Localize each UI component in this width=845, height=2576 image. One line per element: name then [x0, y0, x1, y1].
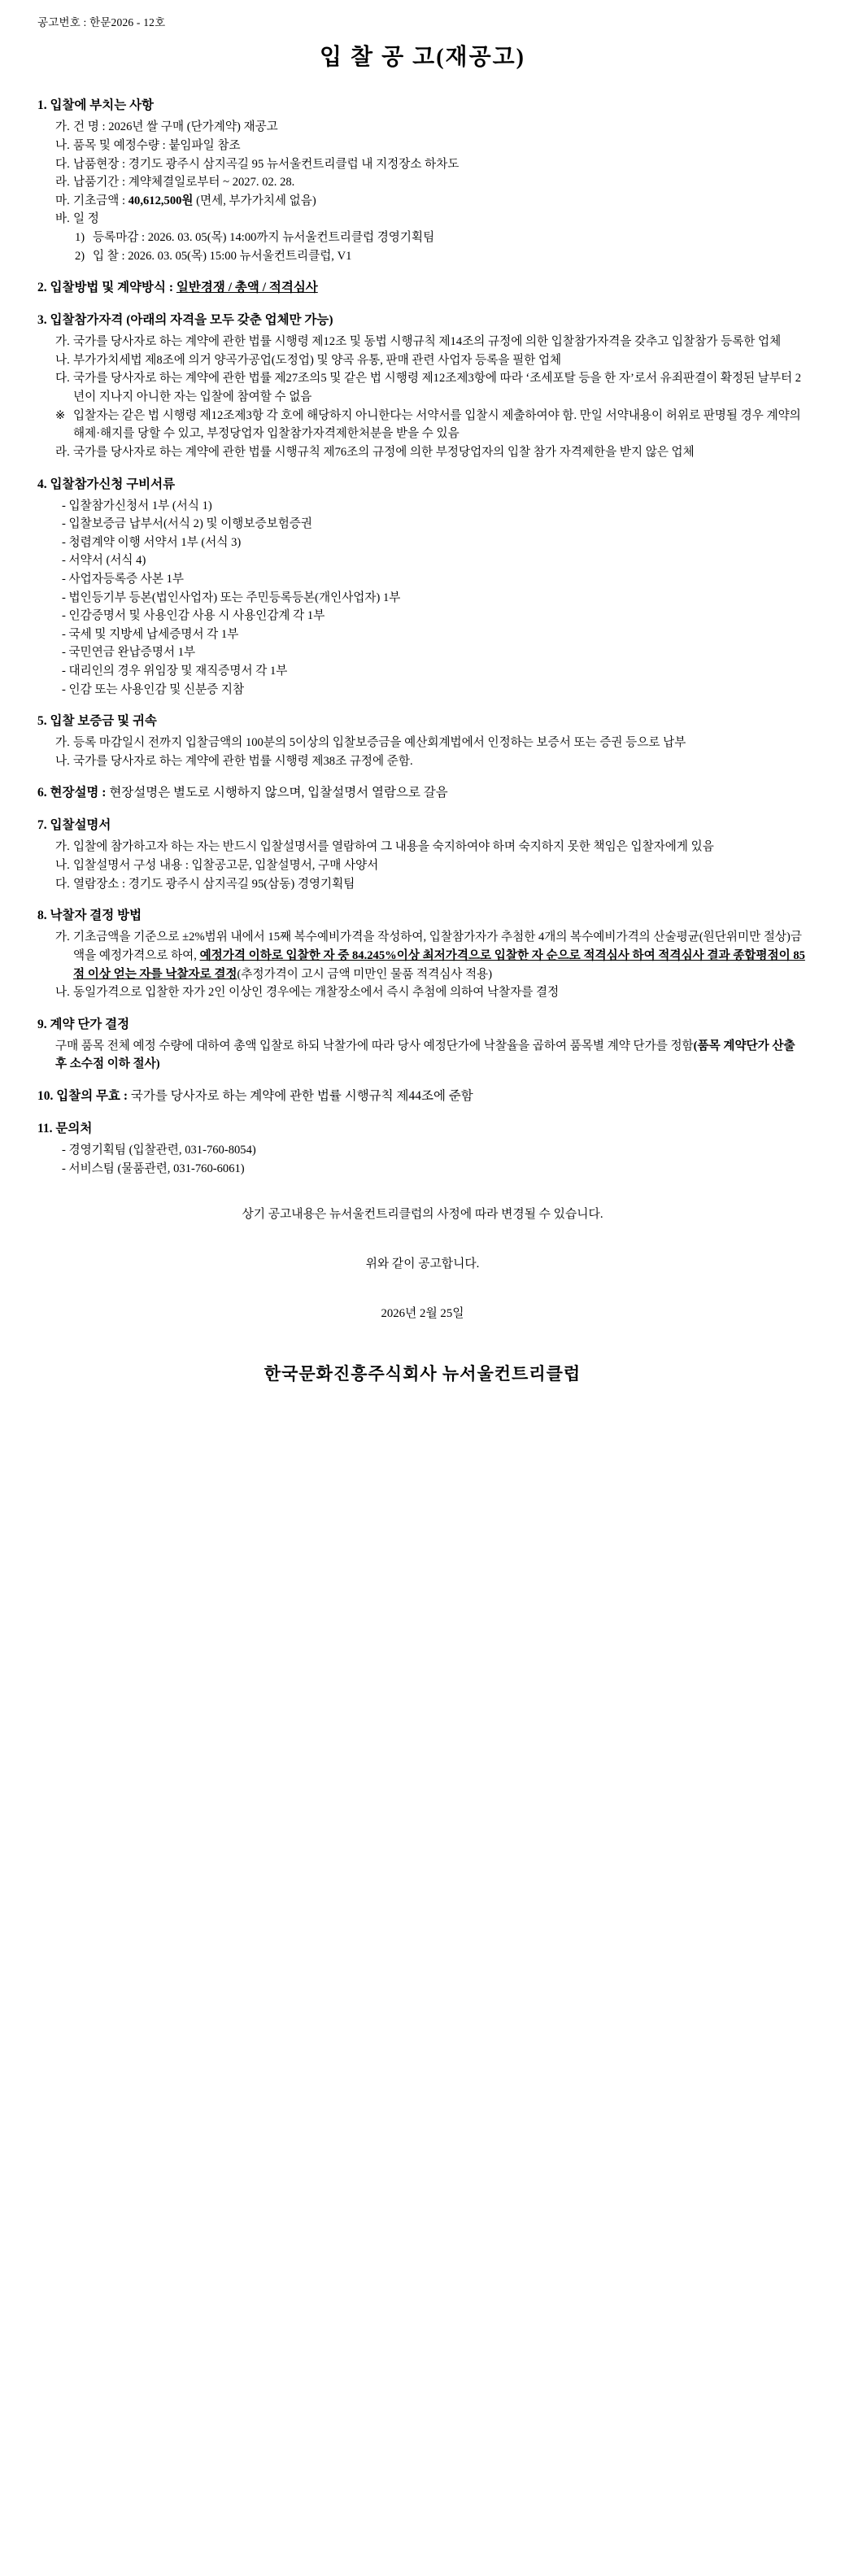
item-text: 입찰보증금 납부서(서식 2) 및 이행보증보험증권 — [68, 517, 312, 531]
document-footer — [37, 1205, 808, 1387]
section-title-prefix: 10. 입찰의 무효 : — [37, 1089, 131, 1103]
list-item: - 청렴계약 이행 서약서 1부 (서식 3) — [62, 535, 242, 549]
item-text: 기초금액 : — [73, 194, 128, 207]
list-item — [55, 734, 808, 752]
section-title: 11. 문의처 — [37, 1122, 93, 1136]
section-award-decision — [37, 906, 808, 1001]
item-text: 입찰참가신청서 1부 (서식 1) — [68, 499, 212, 512]
item-label: 라. — [55, 176, 70, 190]
contact-item-service: - 서비스팀 (물품관련, 031-760-6061) — [62, 1162, 245, 1175]
page-title: 입 찰 공 고(재공고) — [320, 44, 525, 70]
item-text: 사업자등록증 사본 1부 — [68, 572, 184, 586]
item-text: 동일가격으로 입찰한 자가 2인 이상인 경우에는 개찰장소에서 즉시 추첨에 의하여 낙찰자를 결정 — [73, 986, 560, 1000]
item-label: 가. — [55, 931, 70, 944]
contact-item-planning: - 경영기획팀 (입찰관련, 031-760-8054) — [62, 1144, 256, 1157]
item-label: 1) — [75, 230, 85, 244]
item-text: 법인등기부 등본(법인사업자) 또는 주민등록등본(개인사업자) 1부 — [68, 591, 401, 604]
list-item — [55, 443, 808, 462]
item-text: 구매 품목 전체 예정 수량에 대하여 총액 입찰로 하되 낙찰가에 따라 당사 예정단가에 낙찰율을 곱하여 품목별 계약 단가를 정함 — [55, 1039, 694, 1053]
section-unit-price — [37, 1015, 808, 1074]
item-label: 가. — [55, 335, 70, 349]
section-title-text: 국가를 당사자로 하는 계약에 관한 법률 시행규칙 제44조에 준함 — [130, 1089, 473, 1103]
list-item: - 인감 또는 사용인감 및 신분증 지참 — [62, 682, 245, 696]
list-item-notice — [55, 407, 808, 443]
item-text: 일 정 — [73, 212, 99, 226]
list-item: - 법인등기부 등본(법인사업자) 또는 주민등록등본(개인사업자) 1부 — [62, 591, 401, 604]
item-label: 2) — [75, 249, 85, 263]
item-label: 다. — [55, 877, 70, 891]
item-text: 입찰에 참가하고자 하는 자는 반드시 입찰설명서를 열람하여 그 내용을 숙지하여야 하며 숙지하지 못한 책임은 입찰자에게 있음 — [73, 840, 714, 854]
item-text: 서비스팀 (물품관련, 031-760-6061) — [68, 1162, 245, 1175]
base-amount-value: 40,612,500원 — [128, 194, 194, 207]
section-contact — [37, 1119, 808, 1178]
schedule-item-registration — [75, 229, 808, 247]
item-text: 국세 및 지방세 납세증명서 각 1부 — [68, 627, 239, 641]
section-title: 9. 계약 단가 결정 — [37, 1017, 130, 1031]
list-item — [55, 118, 808, 137]
section-title: 8. 낙찰자 결정 방법 — [37, 909, 142, 923]
section-title: 3. 입찰참가자격 (아래의 자격을 모두 갖춘 업체만 가능) — [37, 313, 333, 328]
item-text: 입찰설명서 구성 내용 : 입찰공고문, 입찰설명서, 구매 사양서 — [73, 859, 379, 873]
item-text: 청렴계약 이행 서약서 1부 (서식 3) — [68, 535, 242, 549]
section-title — [37, 278, 808, 298]
section-title: 4. 입찰참가신청 구비서류 — [37, 477, 176, 491]
item-label: 나. — [55, 353, 70, 367]
list-item: - 국세 및 지방세 납세증명서 각 1부 — [62, 627, 239, 641]
item-label: 라. — [55, 445, 70, 459]
item-text: 국가를 당사자로 하는 계약에 관한 법률 시행령 제12조 및 동법 시행규칙 제14조의 규정에 의한 입찰참가자격을 갖추고 입찰참가 등록한 업체 — [73, 335, 782, 349]
item-text: 입찰자는 같은 법 시행령 제12조제3항 각 호에 해당하지 아니한다는 서약서를 입찰시 제출하여야 함. 만일 서약내용이 허위로 판명될 경우 계약의 해제·해지를 당할 수 있고, 부정당업자 입찰참가자격제한처분을 받을 수 있음 — [73, 408, 801, 441]
notice-number: 공고번호 : 한문2026 - 12호 — [37, 16, 166, 28]
item-text: 국가를 당사자로 하는 계약에 관한 법률 시행규칙 제76조의 규정에 의한 부정당업자의 입찰 참가 자격제한을 받지 않은 업체 — [73, 445, 695, 459]
item-text: 국민연금 완납증명서 1부 — [68, 646, 196, 660]
section-title-prefix: 6. 현장설명 : — [37, 786, 110, 800]
footer-date: 2026년 2월 25일 — [381, 1307, 464, 1321]
section-bid-instructions — [37, 816, 808, 893]
section-title: 5. 입찰 보증금 및 귀속 — [37, 714, 157, 729]
list-item — [55, 752, 808, 771]
section-bid-bond — [37, 712, 808, 770]
asterisk-marker: ※ — [55, 408, 66, 422]
list-item: - 서약서 (서식 4) — [62, 554, 146, 568]
section-required-documents — [37, 475, 808, 700]
item-text: 열람장소 : 경기도 광주시 삼지곡길 95(삼동) 경영기획팀 — [73, 877, 355, 891]
list-item-award-method — [55, 928, 808, 983]
item-text: 서약서 (서식 4) — [68, 554, 146, 568]
item-text: 등록마감 : 2026. 03. 05(목) 14:00까지 뉴서울컨트리클럽 경영기획팀 — [93, 230, 435, 244]
list-item — [55, 173, 808, 192]
list-item: - 국민연금 완납증명서 1부 — [62, 646, 196, 660]
section-title: 1. 입찰에 부치는 사항 — [37, 98, 155, 113]
section-title — [37, 1087, 808, 1106]
list-item — [55, 137, 808, 155]
section-title-text: 현장설명은 별도로 시행하지 않으며, 입찰설명서 열람으로 갈음 — [109, 786, 448, 800]
section-qualification — [37, 311, 808, 461]
item-label: 나. — [55, 138, 70, 152]
list-item — [55, 983, 808, 1002]
section-invalid-bid — [37, 1087, 808, 1106]
list-item: - 입찰보증금 납부서(서식 2) 및 이행보증보험증권 — [62, 517, 312, 531]
footer-note: 상기 공고내용은 뉴서울컨트리클럽의 사정에 따라 변경될 수 있습니다. — [242, 1208, 603, 1222]
footer-declaration: 위와 같이 공고합니다. — [365, 1257, 480, 1271]
list-item: - 사업자등록증 사본 1부 — [62, 572, 184, 586]
section-title: 7. 입찰설명서 — [37, 818, 111, 833]
list-item — [55, 351, 808, 370]
list-item-base-amount — [55, 192, 808, 211]
item-label: 바. — [55, 212, 70, 226]
item-text: 입 찰 : 2026. 03. 05(목) 15:00 뉴서울컨트리클럽, V1 — [93, 249, 352, 263]
item-label: 나. — [55, 986, 70, 1000]
item-text: 등록 마감일시 전까지 입찰금액의 100분의 5이상의 입찰보증금을 예산회계법에서 인정하는 보증서 또는 증권 등으로 납부 — [73, 736, 686, 750]
footer-company: 한국문화진흥주식회사 뉴서울컨트리클럽 — [264, 1364, 581, 1384]
item-label: 다. — [55, 157, 70, 171]
list-item — [55, 210, 808, 229]
item-text: 기초금액을 기준으로 ±2%범위 내에서 15째 복수예비가격을 작성하여, 입찰참가자가 추첨한 4개의 복수예비가격의 산술평균(원단위미만 절상)금액을 예정가격으로 하여, — [73, 931, 802, 962]
item-label: 나. — [55, 859, 70, 873]
award-criteria-highlight: 예정가격 이하로 입찰한 자 중 84.245%이상 최저가격으로 입찰한 자 순으로 적격심사 하여 적격심사 결과 종합평점이 85점 이상 얻는 자를 낙찰자로 결정 — [73, 948, 805, 981]
list-item — [55, 155, 808, 174]
list-item: - 입찰참가신청서 1부 (서식 1) — [62, 499, 212, 512]
bid-method-value: 일반경쟁 / 총액 / 적격심사 — [176, 281, 318, 295]
list-item — [55, 333, 808, 351]
section-title-prefix: 2. 입찰방법 및 계약방식 : — [37, 281, 176, 295]
section-site-briefing — [37, 783, 808, 803]
list-item — [55, 856, 808, 875]
section-bid-items — [37, 96, 808, 265]
list-item: - 대리인의 경우 위임장 및 재직증명서 각 1부 — [62, 665, 288, 678]
schedule-item-bidding — [75, 247, 808, 266]
item-text: 납품현장 : 경기도 광주시 삼지곡길 95 뉴서울컨트리클럽 내 지정장소 하차도 — [73, 157, 460, 171]
list-item — [55, 369, 808, 406]
item-label: 가. — [55, 736, 70, 750]
list-item — [55, 838, 808, 856]
item-text: 국가를 당사자로 하는 계약에 관한 법률 제27조의5 및 같은 법 시행령 제12조제3항에 따라 ‘조세포탈 등을 한 자’로서 유죄판결이 확정된 날부터 2년이 지나지 아니한 자는 입찰에 참여할 수 없음 — [73, 372, 802, 404]
base-amount-tail: (면세, 부가가치세 없음) — [193, 194, 316, 207]
section-title — [37, 783, 808, 803]
unit-price-highlight: (품목 계약단가 산출 후 소수점 이하 절사) — [55, 1039, 795, 1071]
item-text: 국가를 당사자로 하는 계약에 관한 법률 시행령 제38조 규정에 준함. — [73, 754, 413, 768]
item-label: 마. — [55, 194, 70, 207]
unit-price-text — [55, 1037, 808, 1074]
section-bid-method — [37, 278, 808, 298]
item-text: 부가가치세법 제8조에 의거 양곡가공업(도정업) 및 양곡 유통, 판매 관련 사업자 등록을 필한 업체 — [73, 353, 562, 367]
item-label: 가. — [55, 840, 70, 854]
item-label: 나. — [55, 754, 70, 768]
item-text: 대리인의 경우 위임장 및 재직증명서 각 1부 — [68, 665, 288, 678]
award-criteria-tail: (추정가격이 고시 금액 미만인 물품 적격심사 적용) — [237, 967, 493, 981]
item-text: 경영기획팀 (입찰관련, 031-760-8054) — [68, 1144, 256, 1157]
item-text: 건 명 : 2026년 쌀 구매 (단가계약) 재공고 — [73, 120, 278, 134]
item-label: 다. — [55, 372, 70, 386]
item-text: 인감증명서 및 사용인감 사용 시 사용인감계 각 1부 — [68, 609, 325, 623]
item-text: 인감 또는 사용인감 및 신분증 지참 — [68, 682, 245, 696]
list-item — [55, 875, 808, 894]
item-text: 품목 및 예정수량 : 붙임파일 참조 — [73, 138, 241, 152]
item-text: 납품기간 : 계약체결일로부터 ~ 2027. 02. 28. — [73, 176, 295, 190]
list-item: - 인감증명서 및 사용인감 사용 시 사용인감계 각 1부 — [62, 609, 325, 623]
item-label: 가. — [55, 120, 70, 134]
